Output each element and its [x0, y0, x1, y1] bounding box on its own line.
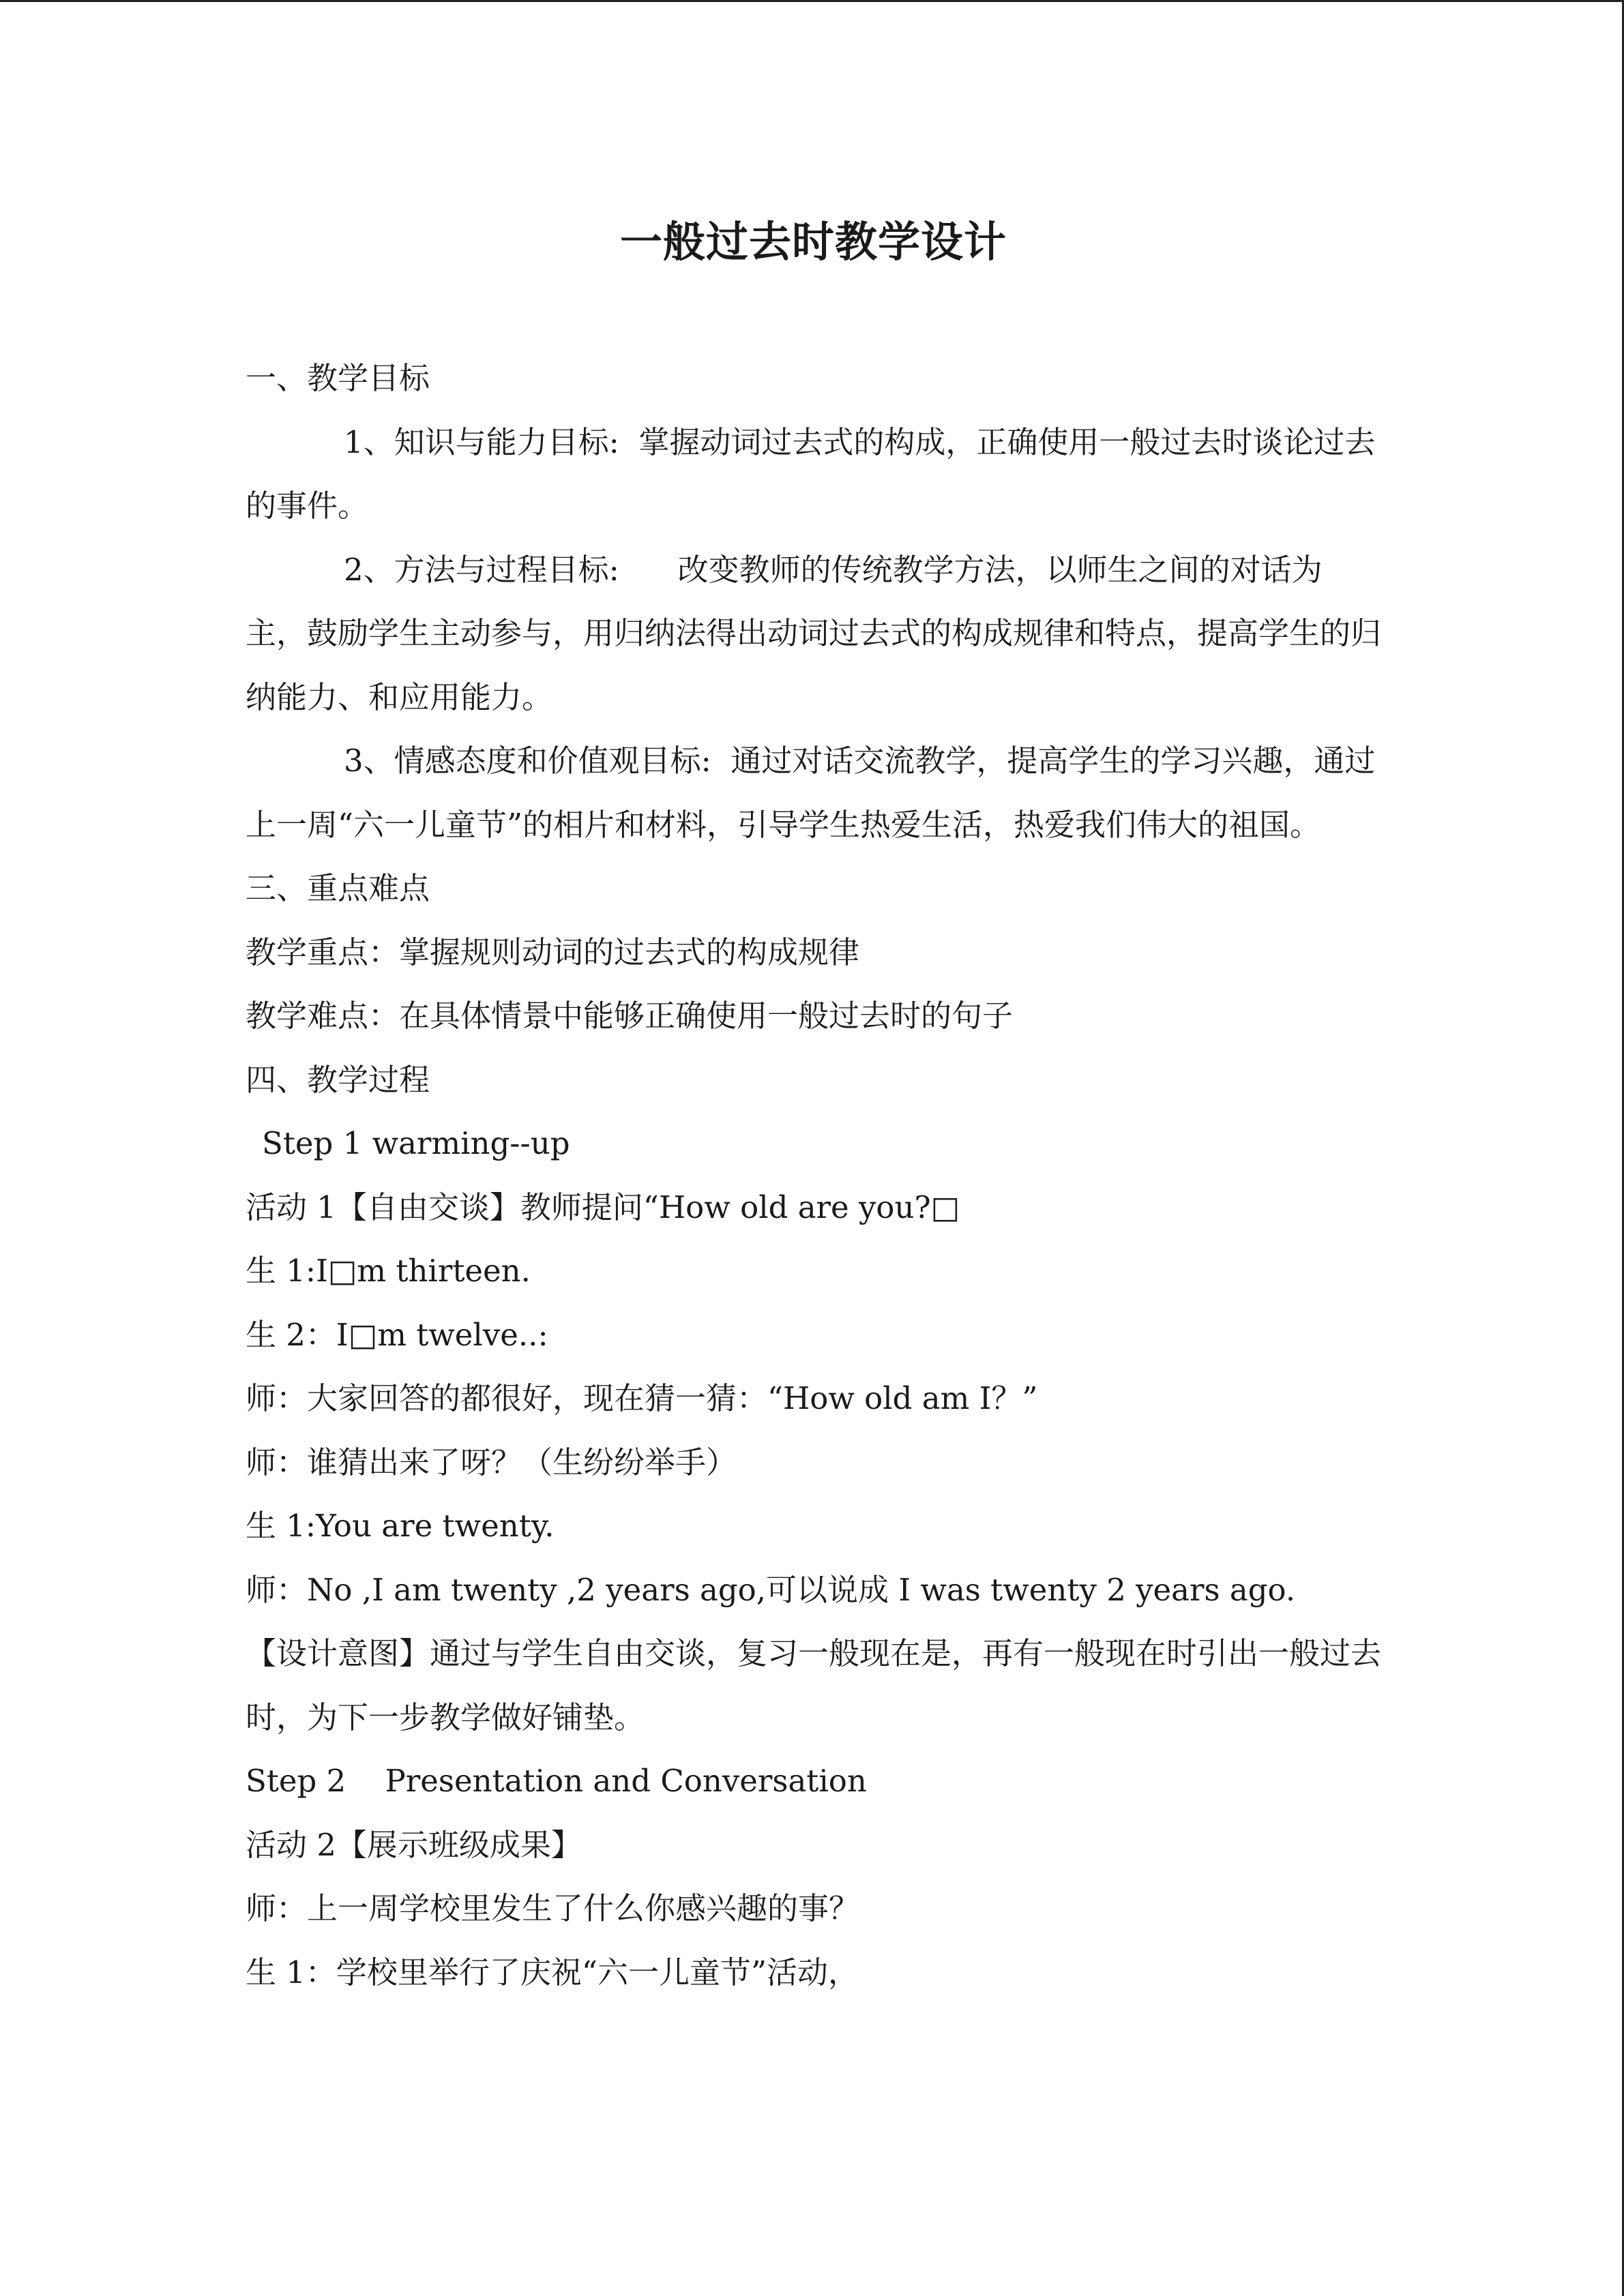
dialogue-line: 师：大家回答的都很好，现在猜一猜：“How old am I？”: [246, 1380, 1038, 1416]
key-point: 教学重点：掌握规则动词的过去式的构成规律: [246, 934, 860, 970]
dialogue-line: 师：No ,I am twenty ,2 years ago,可以说成 I was twenty 2 years ago.: [246, 1571, 1296, 1608]
difficult-point: 教学难点：在具体情景中能够正确使用一般过去时的句子: [246, 998, 1014, 1034]
objective-knowledge: 1、知识与能力目标: 掌握动词过去式的构成，正确使用一般过去时谈论过去的事件。: [246, 423, 1376, 524]
section-heading-keypoints: 三、重点难点: [246, 870, 430, 906]
dialogue-line: 生 1:I□m thirteen.: [246, 1253, 531, 1289]
design-intent: 【设计意图】通过与学生自由交谈，复习一般现在是，再有一般现在时引出一般过去时，为下一步教学做好铺垫。: [246, 1635, 1382, 1735]
dialogue-line: 生 1：学校里举行了庆祝“六一儿童节”活动，: [246, 1954, 859, 1991]
section-heading-objectives: 一、教学目标: [246, 360, 430, 396]
page-border-top: [0, 0, 1624, 2]
dialogue-line: 师：上一周学校里发生了什么你感兴趣的事？: [246, 1890, 860, 1926]
dialogue-line: 生 1:You are twenty.: [246, 1508, 555, 1544]
activity-1: 活动 1【自由交谈】教师提问“How old are you?□: [246, 1189, 960, 1225]
activity-2: 活动 2【展示班级成果】: [246, 1826, 582, 1863]
objective-emotion: 3、情感态度和价值观目标: 通过对话交流教学，提高学生的学习兴趣，通过上一周“六一儿童节”的相片和材料，引导学生热爱生活，热爱我们伟大的祖国。: [246, 743, 1376, 843]
document-title: 一般过去时教学设计: [619, 217, 1007, 267]
step-1-heading: Step 1 warming--up: [262, 1125, 570, 1161]
document-body: [246, 205, 1381, 2004]
step-2-heading: Step 2 Presentation and Conversation: [246, 1763, 867, 1799]
objective-method: 2、方法与过程目标: 改变教师的传统教学方法，以师生之间的对话为主，鼓励学生主动参与，用归纳法得出动词过去式的构成规律和特点，提高学生的归纳能力、和应用能力。: [246, 551, 1382, 715]
dialogue-line: 生 2：I□m twelve..:: [246, 1316, 548, 1353]
dialogue-line: 师：谁猜出来了呀？（生纷纷举手）: [246, 1444, 737, 1480]
section-heading-process: 四、教学过程: [246, 1061, 430, 1098]
